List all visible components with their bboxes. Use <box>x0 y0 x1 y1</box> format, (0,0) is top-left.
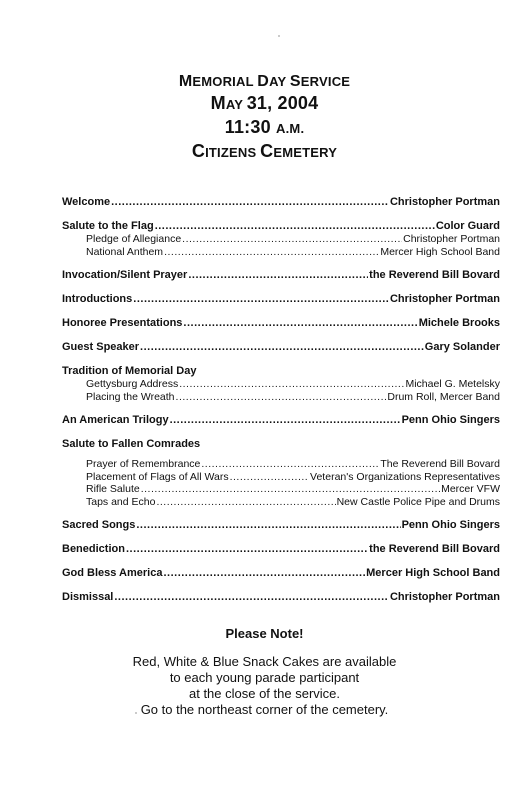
dot-leader <box>140 341 424 354</box>
event-date: MAY 31, 2004 <box>210 93 319 113</box>
program-item-performer: Penn Ohio Singers <box>401 414 500 426</box>
program-item-performer: Michele Brooks <box>418 317 500 329</box>
program-item-performer: Penn Ohio Singers <box>401 519 500 531</box>
program-item-performer: Mercer High School Band <box>380 245 500 258</box>
program-item-label: Guest Speaker <box>62 341 140 353</box>
program-item <box>62 591 500 604</box>
program-item-label: Salute to the Flag <box>62 220 154 232</box>
program-subrow <box>62 391 500 404</box>
note-line: at the close of the service. <box>188 686 341 701</box>
note-body <box>0 654 529 718</box>
dot-leader <box>136 519 400 532</box>
program-row <box>62 220 500 233</box>
program-item-label: An American Trilogy <box>62 414 169 426</box>
program-row <box>62 591 500 604</box>
program-item <box>62 438 500 508</box>
program-subrow <box>62 246 500 259</box>
dot-leader <box>183 317 417 330</box>
program-item-label: Prayer of Remembrance <box>86 458 201 470</box>
program-item <box>62 519 500 532</box>
program-item-label: Invocation/Silent Prayer <box>62 269 188 281</box>
program-item-performer: Mercer VFW <box>441 483 500 495</box>
note-title: Please Note! <box>225 626 304 641</box>
program-section-heading: Tradition of Memorial Day <box>62 365 197 377</box>
program-item-label: Honoree Presentations <box>62 317 183 329</box>
program-list <box>62 196 500 615</box>
program-subrow <box>62 378 500 391</box>
program-item-performer: Michael G. Metelsky <box>405 378 500 390</box>
program-subrow <box>62 483 500 496</box>
program-item-label: Gettysburg Address <box>86 378 179 390</box>
program-item-label: Taps and Echo <box>86 495 156 508</box>
event-time: 11:30 A.M. <box>224 117 305 137</box>
dot-leader <box>156 496 335 509</box>
program-item-label: Benediction <box>62 543 125 555</box>
program-item-performer: New Castle Police Pipe and Drums <box>336 495 500 508</box>
program-item-label: National Anthem <box>86 245 164 258</box>
program-subrow <box>62 471 500 484</box>
dot-leader <box>163 567 365 580</box>
program-row <box>62 196 500 209</box>
dot-leader <box>111 196 389 209</box>
dot-leader <box>114 591 389 604</box>
dot-leader <box>201 458 379 471</box>
paper-speck <box>278 35 280 37</box>
please-note-section <box>0 626 529 718</box>
program-row <box>62 567 500 580</box>
program-row <box>62 414 500 427</box>
program-item <box>62 269 500 282</box>
program-item-label: Rifle Salute <box>86 483 140 495</box>
dot-leader <box>176 391 387 404</box>
program-item-performer: the Reverend Bill Bovard <box>369 543 500 555</box>
program-section-heading: Salute to Fallen Comrades <box>62 438 201 450</box>
program-row <box>62 519 500 532</box>
program-subrow <box>62 233 500 246</box>
program-item-label: Sacred Songs <box>62 519 136 531</box>
program-row <box>62 269 500 282</box>
program-item <box>62 567 500 580</box>
program-item <box>62 196 500 209</box>
program-item-performer: Christopher Portman <box>389 591 500 603</box>
program-item <box>62 341 500 354</box>
program-item-performer: the Reverend Bill Bovard <box>369 269 500 281</box>
event-title: MEMORIAL DAY SERVICE <box>178 73 351 90</box>
program-item-performer: Mercer High School Band <box>366 567 500 579</box>
program-item-performer: The Reverend Bill Bovard <box>380 458 500 470</box>
dot-leader <box>170 414 401 427</box>
program-item-performer: Veteran's Organizations Representatives <box>310 470 500 483</box>
dot-leader <box>133 293 389 306</box>
program-row <box>62 543 500 556</box>
program-item-performer: Gary Solander <box>424 341 500 353</box>
program-item-performer: Christopher Portman <box>389 293 500 305</box>
event-location: CITIZENS CEMETERY <box>191 141 338 161</box>
dot-leader <box>164 246 379 259</box>
program-item-label: Introductions <box>62 293 133 305</box>
program-item-label: Pledge of Allegiance <box>86 233 182 245</box>
dot-leader <box>182 233 402 246</box>
program-item-label: Dismissal <box>62 591 114 603</box>
dot-leader <box>126 543 368 556</box>
program-item-performer: Christopher Portman <box>403 233 500 245</box>
program-item <box>62 543 500 556</box>
note-line: Red, White & Blue Snack Cakes are available <box>132 654 397 669</box>
program-item-performer: Color Guard <box>435 220 500 232</box>
program-subrow <box>62 458 500 471</box>
dot-leader <box>141 483 440 496</box>
dot-leader <box>188 269 368 282</box>
program-item <box>62 220 500 258</box>
program-item-label: God Bless America <box>62 567 163 579</box>
program-item <box>62 414 500 427</box>
dot-leader <box>155 220 435 233</box>
program-item-label: Placement of Flags of All Wars <box>86 470 229 483</box>
program-row <box>62 341 500 354</box>
note-line: Go to the northeast corner of the cemetery. <box>140 702 389 717</box>
note-line: to each young parade participant <box>169 670 360 685</box>
program-subrow <box>62 496 500 509</box>
program-item-label: Welcome <box>62 196 111 208</box>
dot-leader <box>179 378 404 391</box>
program-header <box>0 72 529 164</box>
program-row <box>62 293 500 306</box>
program-item-performer: Drum Roll, Mercer Band <box>387 390 500 403</box>
dot-leader <box>230 471 309 484</box>
program-item <box>62 365 500 403</box>
program-item <box>62 317 500 330</box>
program-item-performer: Christopher Portman <box>389 196 500 208</box>
program-item <box>62 293 500 306</box>
program-item-label: Placing the Wreath <box>86 390 175 403</box>
program-row <box>62 317 500 330</box>
